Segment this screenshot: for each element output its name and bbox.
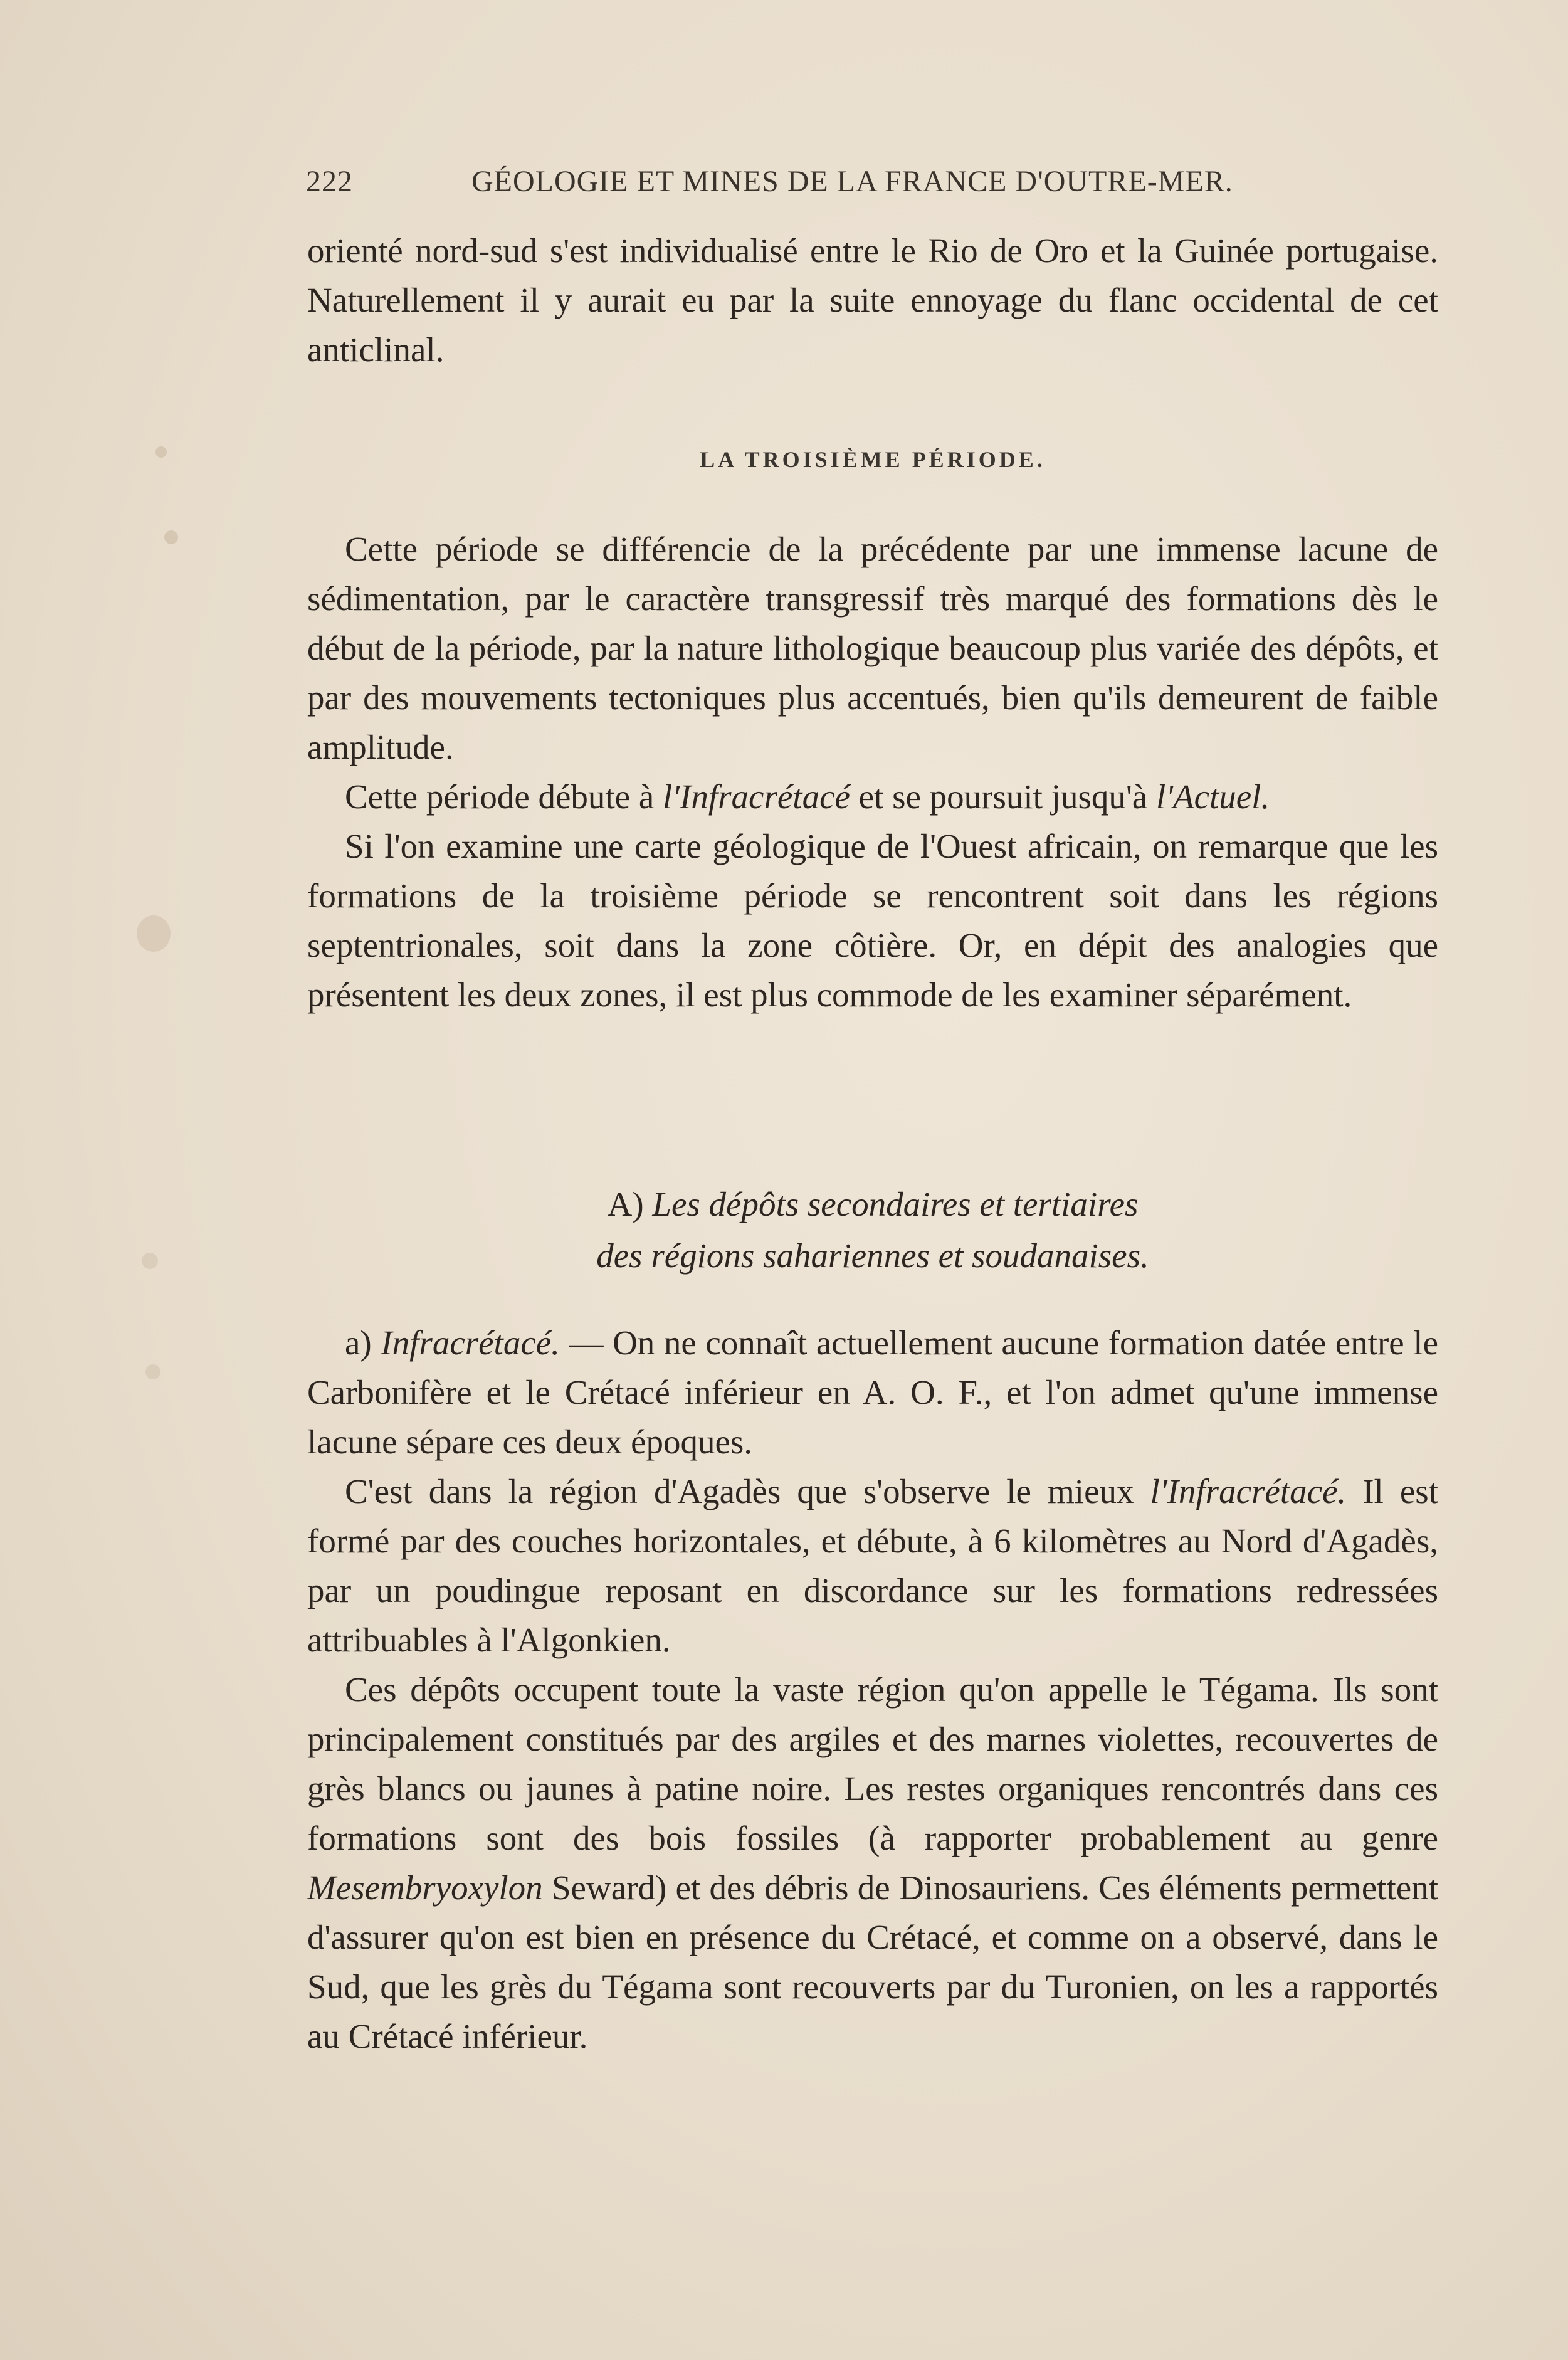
paragraph-4 (307, 1318, 1438, 1467)
subsection-heading (307, 1179, 1438, 1282)
paragraph-6-text: Seward) et des débris de Dinosauriens. Ces éléments permettent d'assurer qu'on est bien en présence du Crétacé, et comme on a observé, dans le Sud, que les grès du Tégama sont recouverts par du Turonien, on les a rapportés au Crétacé inférieur. (307, 1868, 1438, 2055)
term-infracretace: l'Infracrétacé (663, 777, 850, 816)
term-actuel: l'Actuel. (1155, 777, 1270, 816)
subheading-marker: A) (607, 1185, 644, 1223)
paragraph-2-lead: Cette période débute à (345, 777, 663, 816)
subheading-line-1-text: Les dépôts secondaires et tertiaires (652, 1185, 1139, 1223)
term-infracretace-heading: Infracrétacé. (381, 1324, 560, 1362)
foxing-speck (155, 446, 167, 458)
continuation-block (307, 226, 1438, 374)
subheading-line-1 (307, 1179, 1438, 1230)
paragraph-3: Si l'on examine une carte géologique de l'Ouest africain, on remarque que les formations de la troisième période se rencontrent soit dans les régions septentrionales, soit dans la zone côtière. Or, en dépit des analogies que présentent les deux zones, il est plus commode de les examiner séparément. (307, 827, 1438, 1014)
continuation-paragraph: orienté nord-sud s'est individualisé entre le Rio de Oro et la Guinée portugaise. Naturellement il y aurait eu par la suite ennoyage du flanc occidental de cet anticlinal. (307, 231, 1438, 369)
foxing-speck (142, 1253, 158, 1269)
term-infracretace-2: l'Infracrétacé. (1150, 1472, 1347, 1510)
paragraph-6 (307, 1665, 1438, 2061)
running-header (306, 164, 1285, 206)
foxing-speck (137, 915, 171, 952)
paragraph-2-mid: et se poursuit jusqu'à (850, 777, 1156, 816)
running-title: GÉOLOGIE ET MINES DE LA FRANCE D'OUTRE-MER. (471, 165, 1233, 198)
paragraph-6-lead: Ces dépôts occupent toute la vaste région qu'on appelle le Tégama. Ils sont principalement constitués par des argiles et des marnes violettes, recouvertes de grès blancs ou jaunes à patine noire. Les restes organiques rencontrés dans ces formations sont des bois fossiles (à rapporter probablement au genre (307, 1670, 1438, 1857)
paragraph-1: Cette période se différencie de la précédente par une immense lacune de sédimentation, par le caractère transgressif très marqué des formations dès le début de la période, par la nature lithologique beaucoup plus variée des dépôts, et par des mouvements tectoniques plus accentués, bien qu'ils demeurent de faible amplitude. (307, 530, 1438, 766)
paragraph-2 (307, 772, 1438, 821)
genus-name: Mesembryoxylon (307, 1868, 543, 1907)
subheading-line-2: des régions sahariennes et soudanaises. (596, 1236, 1149, 1275)
paragraph-4-marker: a) (345, 1324, 381, 1362)
foxing-speck (164, 530, 178, 544)
paragraph-4-text: — On ne connaît actuellement aucune formation datée entre le Carbonifère et le Crétacé inférieur en A. O. F., et l'on admet qu'une immense lacune sépare ces deux époques. (307, 1324, 1438, 1461)
body-block-2 (307, 1318, 1438, 2061)
section-title: LA TROISIÈME PÉRIODE. (700, 447, 1046, 472)
body-block-1 (307, 524, 1438, 1019)
paragraph-5-text: Il est formé par des couches horizontales, et débute, à 6 kilomètres au Nord d'Agadès, par un poudingue reposant en discordance sur les formations redressées attribuables à l'Algonkien. (307, 1472, 1438, 1659)
page-number: 222 (306, 165, 353, 198)
paragraph-5 (307, 1467, 1438, 1665)
foxing-speck (145, 1364, 160, 1379)
paragraph-5-lead: C'est dans la région d'Agadès que s'observe le mieux (345, 1472, 1150, 1510)
